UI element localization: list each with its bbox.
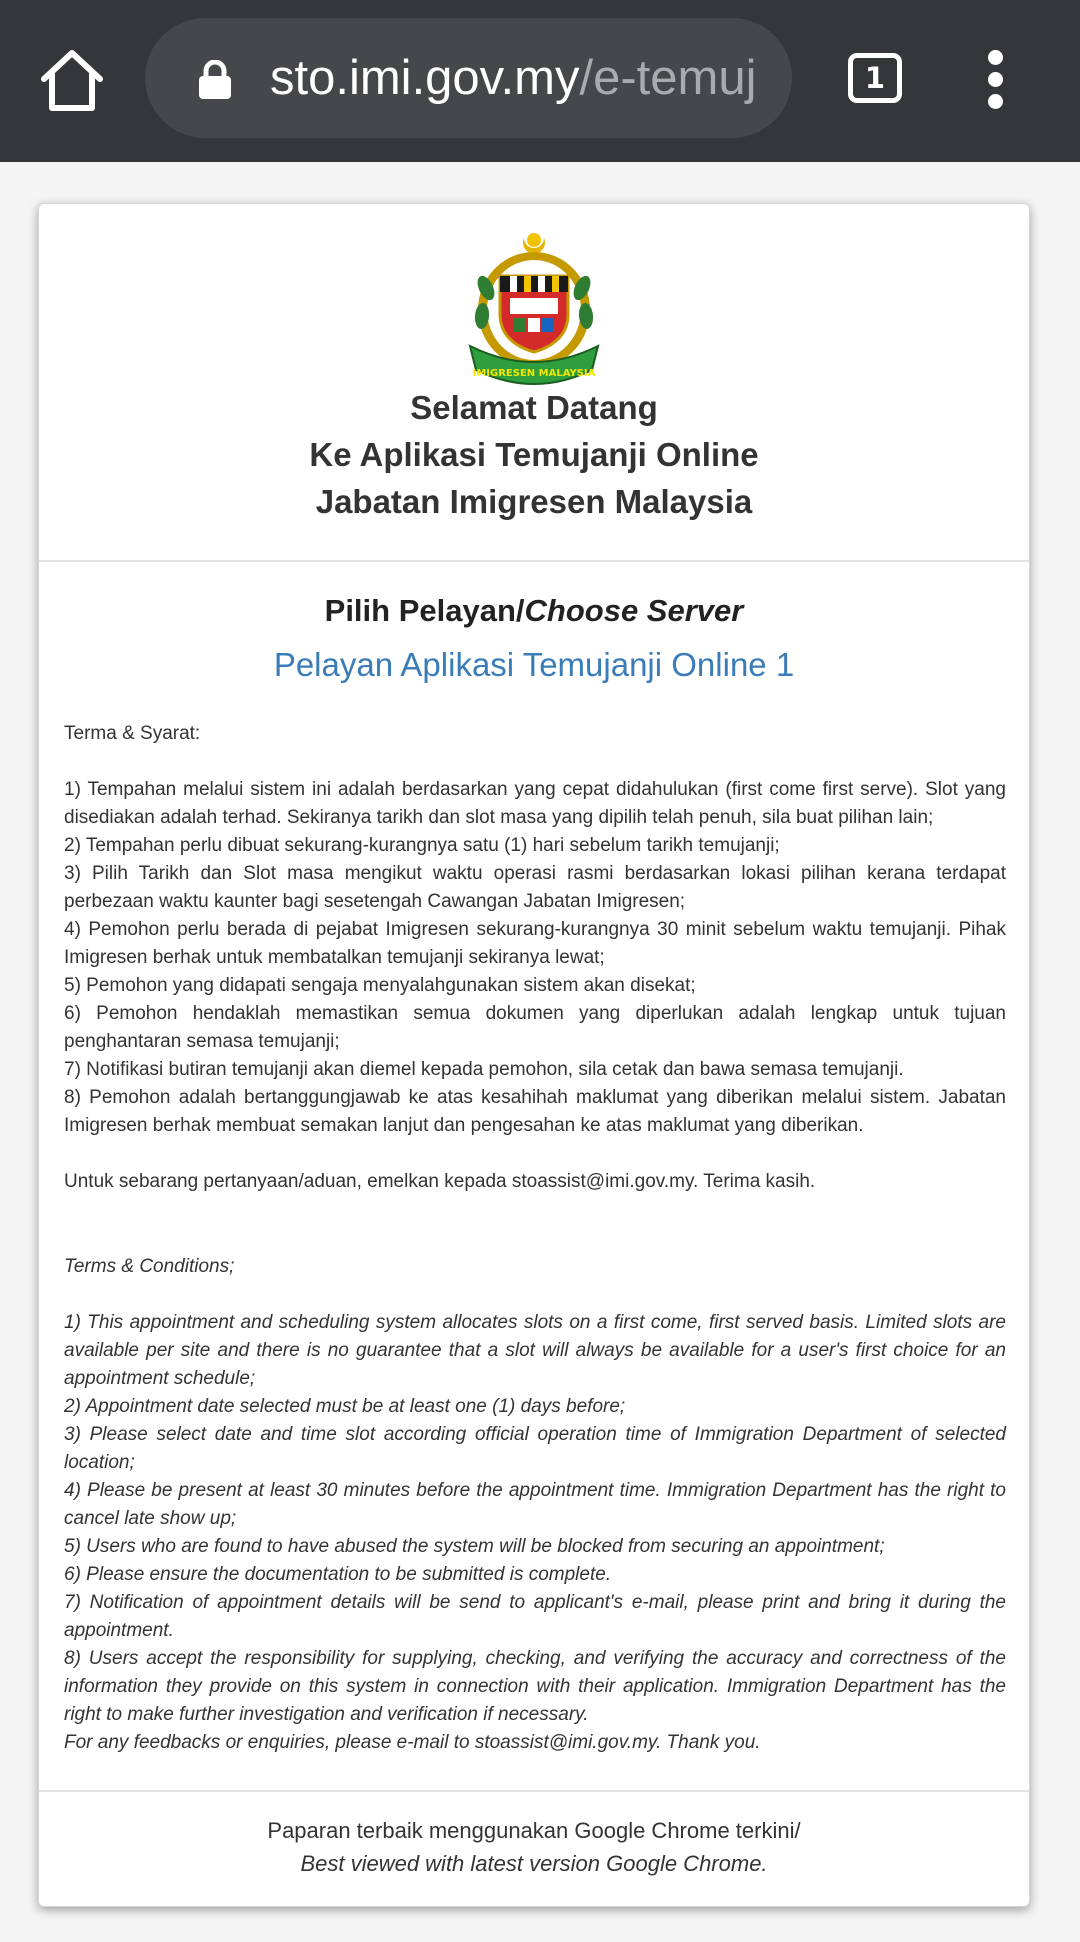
terms-malay-item-4: 4) Pemohon perlu berada di pejabat Imigresen sekurang-kurangnya 30 minit sebelum waktu temujanji. Pihak Imigresen berhak untuk membatalkan temujanji sekiranya lewat; <box>64 919 1006 968</box>
terms-malay-item-7: 7) Notifikasi butiran temujanji akan diemel kepada pemohon, sila cetak dan bawa semasa temujanji. <box>64 1059 904 1080</box>
terms-malay-item-1: 1) Tempahan melalui sistem ini adalah berdasarkan yang cepat didahulukan (first come first serve). Slot yang disediakan adalah terhad. Sekiranya tarikh dan slot masa yang dipilih telah penuh, sila buat pilihan lain; <box>64 779 1006 828</box>
terms-malay-item-8: 8) Pemohon adalah bertanggungjawab ke atas kesahihah maklumat yang diberikan melalui sistem. Jabatan Imigresen berhak membuat semakan lanjut dan pengesahan ke atas maklumat yang diberikan. <box>64 1087 1006 1136</box>
welcome-line-2: Ke Aplikasi Temujanji Online <box>309 436 759 473</box>
terms-english-contact: For any feedbacks or enquiries, please e-mail to stoassist@imi.gov.my. Thank you. <box>64 1732 761 1753</box>
home-icon[interactable] <box>38 46 106 114</box>
url-text <box>270 18 780 138</box>
url-domain: sto.imi.gov.my <box>270 51 580 105</box>
address-bar[interactable] <box>145 18 792 138</box>
choose-server-heading <box>39 589 1029 633</box>
server-option-link[interactable]: Pelayan Aplikasi Temujanji Online 1 <box>273 646 795 683</box>
welcome-line-1: Selamat Datang <box>410 389 658 426</box>
lock-icon <box>197 60 233 100</box>
browser-toolbar <box>0 0 1080 162</box>
terms-malay-item-3: 3) Pilih Tarikh dan Slot masa mengikut waktu operasi rasmi berdasarkan lokasi pilihan kerana terdapat perbezaan waktu kaunter bagi sesetengah Cawangan Jabatan Imigresen; <box>64 863 1006 912</box>
terms-malay-title: Terma & Syarat: <box>64 723 201 744</box>
url-path: /e-temuj <box>579 51 757 105</box>
terms-malay-item-5: 5) Pemohon yang didapati sengaja menyalahgunakan sistem akan disekat; <box>64 975 696 996</box>
header-divider <box>39 560 1029 562</box>
choose-server-heading-ms: Pilih Pelayan/ <box>324 593 525 628</box>
choose-server-heading-en: Choose Server <box>524 593 744 628</box>
footer-line-1: Paparan terbaik menggunakan Google Chrome terkini/ <box>267 1818 801 1843</box>
more-options-icon[interactable] <box>980 50 1012 108</box>
terms-english-item-4: 4) Please be present at least 30 minutes before the appointment time. Immigration Department has the right to cancel late show up; <box>64 1480 1006 1529</box>
footer-line-2: Best viewed with latest version Google Chrome. <box>300 1851 768 1876</box>
tab-switcher-button[interactable]: 1 <box>848 53 902 103</box>
immigration-crest-logo <box>464 228 604 388</box>
terms-english-item-1: 1) This appointment and scheduling system allocates slots on a first come, first served basis. Limited slots are available per site and there is no guarantee that a slot will always be available for a user's first choice for an appointment schedule; <box>64 1312 1006 1389</box>
terms-malay-item-2: 2) Tempahan perlu dibuat sekurang-kurangnya satu (1) hari sebelum tarikh temujanji; <box>64 835 780 856</box>
terms-english <box>64 1253 1006 1757</box>
terms-malay-item-6: 6) Pemohon hendaklah memastikan semua dokumen yang diperlukan adalah lengkap untuk tujuan penghantaran semasa temujanji; <box>64 1003 1006 1052</box>
footer-note <box>39 1814 1029 1880</box>
terms-malay <box>64 720 1006 1196</box>
terms-english-item-2: 2) Appointment date selected must be at least one (1) days before; <box>64 1396 626 1417</box>
terms-english-item-7: 7) Notification of appointment details will be send to applicant's e-mail, please print and bring it during the appointment. <box>64 1592 1006 1641</box>
terms-english-item-6: 6) Please ensure the documentation to be submitted is complete. <box>64 1564 612 1585</box>
footer-divider <box>39 1790 1029 1792</box>
terms-english-title: Terms & Conditions; <box>64 1256 235 1277</box>
welcome-line-3: Jabatan Imigresen Malaysia <box>315 483 753 520</box>
welcome-heading <box>39 384 1029 525</box>
appointment-panel <box>38 203 1030 1907</box>
crest-ribbon-text: IMIGRESEN MALAYSIA <box>472 368 596 379</box>
terms-english-item-8: 8) Users accept the responsibility for supplying, checking, and verifying the accuracy and correctness of the information they provide on this system in connection with their application. Immigration Department has the right to make further investigation and verification if necessary. <box>64 1648 1006 1725</box>
terms-malay-contact: Untuk sebarang pertanyaan/aduan, emelkan kepada stoassist@imi.gov.my. Terima kasih. <box>64 1171 816 1192</box>
terms-english-item-3: 3) Please select date and time slot according official operation time of Immigration Department of selected location; <box>64 1424 1006 1473</box>
terms-english-item-5: 5) Users who are found to have abused the system will be blocked from securing an appointment; <box>64 1536 885 1557</box>
